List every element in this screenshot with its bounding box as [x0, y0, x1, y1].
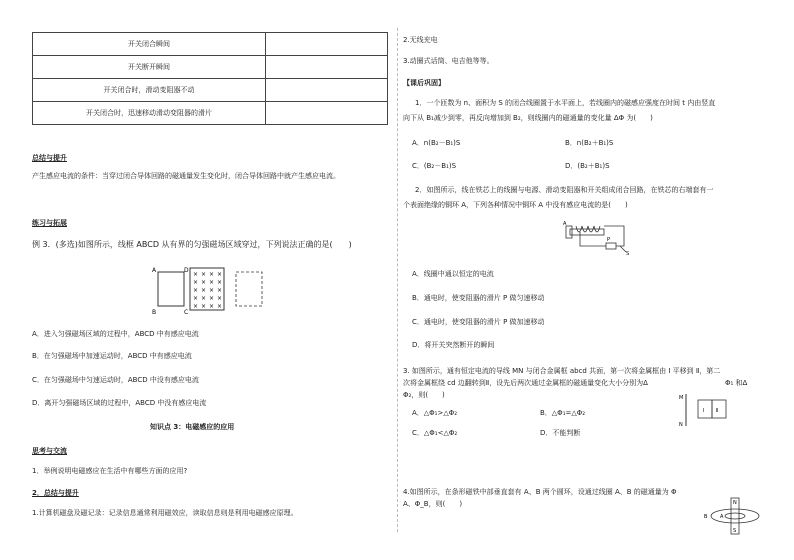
q3-option-c: C．△Φ₁<△Φ₂: [412, 429, 458, 437]
field-x-mark: ×: [209, 271, 215, 278]
frame-abcd: [158, 272, 184, 306]
bar-magnet-figure: [700, 496, 770, 536]
example3-option-c: C．在匀强磁场中匀速运动时，ABCD 中没有感应电流: [32, 376, 199, 384]
q3-option-a: A．△Φ₁>△Φ₂: [412, 409, 458, 417]
summary2-item-1: 1.计算机磁盘及磁记录：记录信息通常利用磁效应，读取信息则是利用电磁感应原理。: [32, 509, 298, 517]
table-cell-label: 开关闭合时，滑动变阻器不动: [33, 79, 266, 102]
frame-position-1: [698, 400, 712, 418]
field-x-mark: ×: [201, 271, 207, 278]
example3-stem: 例 3．(多选)如图所示，线框 ABCD 从有界的匀强磁场区域穿过，下列说法正确的是( ): [32, 240, 352, 249]
frame-position-2: [712, 400, 726, 418]
magnetic-field-figure: [150, 262, 270, 320]
q3-option-d: D．不能判断: [540, 429, 581, 437]
ring-a: [725, 513, 745, 519]
q2-line2: 个表面绝缘的铜环 A，下列各种情况中铜环 A 中没有感应电流的是( ): [403, 201, 628, 209]
figure-label-b: B: [152, 309, 157, 316]
field-x-mark: ×: [201, 303, 207, 310]
field-x-mark: ×: [201, 295, 207, 302]
review-heading: 【课后巩固】: [403, 79, 445, 87]
q2-option-a: A．线圈中通以恒定的电流: [412, 270, 494, 278]
q2-option-c: C．通电时，使变阻器的滑片 P 做加速移动: [412, 318, 545, 326]
field-x-mark: ×: [193, 279, 199, 286]
table-cell-label: 开关闭合时，迅速移动滑动变阻器的滑片: [33, 102, 266, 125]
field-x-mark: ×: [193, 303, 199, 310]
label-a: A: [563, 221, 567, 227]
table-cell-value: [266, 79, 388, 102]
q2-option-d: D．将开关突然断开的瞬间: [412, 341, 495, 349]
field-x-mark: ×: [209, 287, 215, 294]
think-question-1: 1．举例说明电磁感应在生活中有哪些方面的应用?: [32, 467, 188, 475]
frame-dashed: [236, 272, 262, 306]
q1-line1: 1．一个匝数为 n、面积为 S 的闭合线圈置于水平面上，若线圈内的磁感应强度在时间 t 内由竖直: [415, 99, 716, 107]
copper-ring: [566, 226, 572, 238]
think-heading: 思考与交流: [32, 447, 67, 455]
field-x-mark: ×: [217, 287, 223, 294]
table-row: [33, 33, 388, 56]
table-row: [33, 56, 388, 79]
q1-option-b: B．n(B₂＋B₁)S: [565, 139, 614, 147]
table-cell-value: [266, 56, 388, 79]
field-x-mark: ×: [209, 303, 215, 310]
label-s-pole: S: [733, 528, 737, 534]
field-x-mark: ×: [193, 287, 199, 294]
item-wireless-charging: 2.无线充电: [403, 36, 438, 44]
example3-option-a: A．进入匀强磁场区域的过程中，ABCD 中有感应电流: [32, 330, 199, 338]
field-x-mark: ×: [193, 295, 199, 302]
q3-option-b: B．△Φ₁=△Φ₂: [540, 409, 586, 417]
wire-frame-figure: [678, 392, 738, 428]
q1-option-c: C．(B₂－B₁)S: [412, 162, 457, 170]
column-divider: [397, 28, 398, 532]
field-x-mark: ×: [193, 271, 199, 278]
label-ring-a: A: [720, 514, 724, 520]
experiment-table: [32, 32, 388, 125]
figure-label-a: A: [152, 267, 157, 274]
q3-line2-tail: Φ₁ 和Δ: [725, 379, 748, 387]
field-x-mark: ×: [217, 271, 223, 278]
label-n-pole: N: [733, 500, 737, 506]
figure-label-d: D: [184, 267, 189, 274]
q1-option-a: A．n(B₂－B₁)S: [412, 139, 461, 147]
figure-label-c: C: [184, 309, 189, 316]
rheostat: [606, 243, 616, 249]
q1-line2: 向下从 B₁减少到零，再反向增加到 B₂，则线圈内的磁通量的变化量 ΔΦ 为( ): [403, 114, 653, 122]
q3-line1: 3. 如图所示，通有恒定电流的导线 MN 与闭合金属框 abcd 共面，第一次将金属框由 Ⅰ 平移到 Ⅱ，第二: [403, 367, 721, 375]
table-row: [33, 79, 388, 102]
knowledge-point-heading: 知识点 3：电磁感应的应用: [150, 423, 235, 431]
field-x-mark: ×: [217, 279, 223, 286]
ring-b: [711, 509, 759, 523]
q2-option-b: B．通电时，使变阻器的滑片 P 做匀速移动: [412, 294, 545, 302]
label-region-2: Ⅱ: [716, 408, 719, 414]
field-x-mark: ×: [209, 279, 215, 286]
q4-line2: A、Φ_B，则( ): [403, 500, 463, 508]
q2-line1: 2．如图所示，线在铁芯上的线圈与电源、滑动变阻器和开关组成闭合回路，在铁芯的右端套有一: [415, 186, 714, 194]
table-cell-value: [266, 102, 388, 125]
q1-option-d: D．(B₂＋B₁)S: [565, 162, 610, 170]
label-n: N: [679, 422, 683, 428]
field-x-mark: ×: [201, 287, 207, 294]
summary-text: 产生感应电流的条件：当穿过闭合导体回路的磁通量发生变化时，闭合导体回路中就产生感应电流。: [32, 172, 340, 180]
label-s: S: [626, 251, 630, 256]
summary2-heading: 2．总结与提升: [32, 489, 79, 497]
q3-line2: 次将金属框绕 cd 边翻转到Ⅱ，设先后两次通过金属框的磁通量变化大小分别为Δ: [403, 379, 648, 387]
field-x-mark: ×: [217, 303, 223, 310]
summary-heading: 总结与提升: [32, 154, 67, 162]
table-cell-value: [266, 33, 388, 56]
field-x-mark: ×: [209, 295, 215, 302]
practice-heading: 练习与拓展: [32, 219, 67, 227]
field-x-mark: ×: [217, 295, 223, 302]
label-m: M: [679, 395, 684, 401]
label-region-1: Ⅰ: [703, 408, 705, 414]
example3-option-b: B．在匀强磁场中加速运动时，ABCD 中有感应电流: [32, 352, 192, 360]
label-ring-b: B: [704, 514, 708, 520]
table-cell-label: 开关闭合瞬间: [33, 33, 266, 56]
solenoid-circuit-figure: [560, 218, 640, 256]
table-cell-label: 开关断开瞬间: [33, 56, 266, 79]
item-microphone: 3.动圈式话筒、电吉他等等。: [403, 57, 494, 65]
label-p: P: [607, 237, 611, 243]
wire-left: [580, 232, 606, 246]
q3-line3: Φ₂，则( ): [403, 391, 445, 399]
table-row: [33, 102, 388, 125]
field-x-mark: ×: [201, 279, 207, 286]
field-x-marks: [193, 271, 222, 310]
q4-line1: 4.如图所示，在条形磁铁中部垂直套有 A、B 两个圆环，设通过线圈 A、B 的磁通量为 Φ: [403, 488, 677, 496]
example3-option-d: D．离开匀强磁场区域的过程中，ABCD 中没有感应电流: [32, 399, 207, 407]
